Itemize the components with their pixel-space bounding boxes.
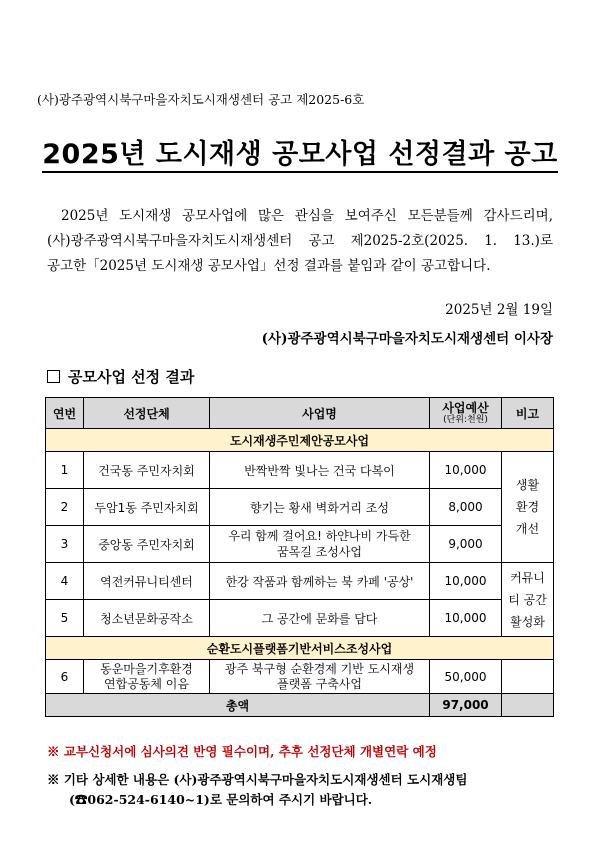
table-row (46, 660, 554, 694)
cell-no: 6 (46, 660, 84, 694)
section-title (47, 366, 194, 387)
notice-number: (사)광주광역시북구마을자치도시재생센터 공고 제2025-6호 (37, 92, 365, 107)
cell-budget: 10,000 (430, 452, 502, 489)
cell-org: 청소년문화공작소 (84, 600, 210, 637)
note-contact (47, 770, 557, 810)
table-row (46, 489, 554, 526)
cell-project: 한강 작품과 함께하는 북 카페 '공상' (210, 563, 430, 600)
cell-project: 반짝반짝 빛나는 건국 다복이 (210, 452, 430, 489)
header-budget-label: 사업예산 (442, 400, 489, 415)
total-note (502, 694, 554, 717)
table-row (46, 600, 554, 637)
page-title-text: 2025년 도시재생 공모사업 선정결과 공고 (42, 139, 557, 173)
header-org: 선정단체 (84, 398, 210, 429)
cell-org: 건국동 주민자치회 (84, 452, 210, 489)
page-title (0, 132, 600, 171)
body-line-1: 2025년 도시재생 공모사업에 많은 관심을 보여주신 모든분들께 감사드리며, (61, 208, 553, 224)
cell-note-group-2: 커뮤니티 공간 활성화 (502, 563, 554, 637)
category-row (46, 429, 554, 452)
table-header-row (46, 398, 554, 429)
header-budget-unit: (단위:천원) (443, 414, 488, 425)
note-contact-line-1: ※ 기타 상세한 내용은 (사)광주광역시북구마을자치도시재생센터 도시재생팀 (47, 772, 468, 787)
signer: (사)광주광역시북구마을자치도시재생센터 이사장 (261, 331, 553, 347)
checkbox-square-icon (47, 370, 60, 383)
body-line-3: 공고한「2025년 도시재생 공모사업」선정 결과를 붙임과 같이 공고합니다. (47, 258, 491, 274)
announcement-date: 2025년 2월 19일 (445, 302, 553, 318)
cell-org: 동운마을기후환경 연합공동체 이음 (84, 660, 210, 694)
announcement-body (47, 204, 553, 279)
cell-note (502, 660, 554, 694)
header-note: 비고 (502, 398, 554, 429)
table-row (46, 526, 554, 563)
cell-note-group-1: 생활 환경 개선 (502, 452, 554, 563)
cell-project: 광주 북구형 순환경제 기반 도시재생 플랫폼 구축사업 (210, 660, 430, 694)
cell-budget: 10,000 (430, 563, 502, 600)
cell-budget: 8,000 (430, 489, 502, 526)
section-title-text: 공모사업 선정 결과 (68, 368, 195, 386)
note-red: ※ 교부신청서에 심사의견 반영 필수이며, 추후 선정단체 개별연락 예정 (47, 744, 437, 759)
cell-budget: 50,000 (430, 660, 502, 694)
header-budget (430, 398, 502, 429)
cell-no: 5 (46, 600, 84, 637)
header-no: 연번 (46, 398, 84, 429)
cell-org: 중앙동 주민자치회 (84, 526, 210, 563)
cell-project: 우리 함께 걸어요! 하얀나비 가득한 꿈목길 조성사업 (210, 526, 430, 563)
total-row (46, 694, 554, 717)
category-label: 도시재생주민제안공모사업 (46, 429, 554, 452)
cell-project: 그 공간에 문화를 담다 (210, 600, 430, 637)
note-contact-line-2: (☎062-524-6140~1)로 문의하여 주시기 바랍니다. (69, 792, 373, 807)
table-row (46, 563, 554, 600)
cell-no: 3 (46, 526, 84, 563)
cell-budget: 10,000 (430, 600, 502, 637)
cell-no: 2 (46, 489, 84, 526)
total-label: 총액 (46, 694, 430, 717)
category-label: 순환도시플랫폼기반서비스조성사업 (46, 637, 554, 660)
cell-no: 4 (46, 563, 84, 600)
cell-org: 두암1동 주민자치회 (84, 489, 210, 526)
table-row (46, 452, 554, 489)
total-value: 97,000 (430, 694, 502, 717)
cell-budget: 9,000 (430, 526, 502, 563)
selection-result-table (45, 397, 554, 717)
cell-no: 1 (46, 452, 84, 489)
cell-org: 역전커뮤니티센터 (84, 563, 210, 600)
header-project: 사업명 (210, 398, 430, 429)
body-line-2: (사)광주광역시북구마을자치도시재생센터 공고 제2025-2호(2025. 1. 13.)로 (47, 233, 553, 249)
category-row (46, 637, 554, 660)
cell-project: 향기는 황새 벽화거리 조성 (210, 489, 430, 526)
